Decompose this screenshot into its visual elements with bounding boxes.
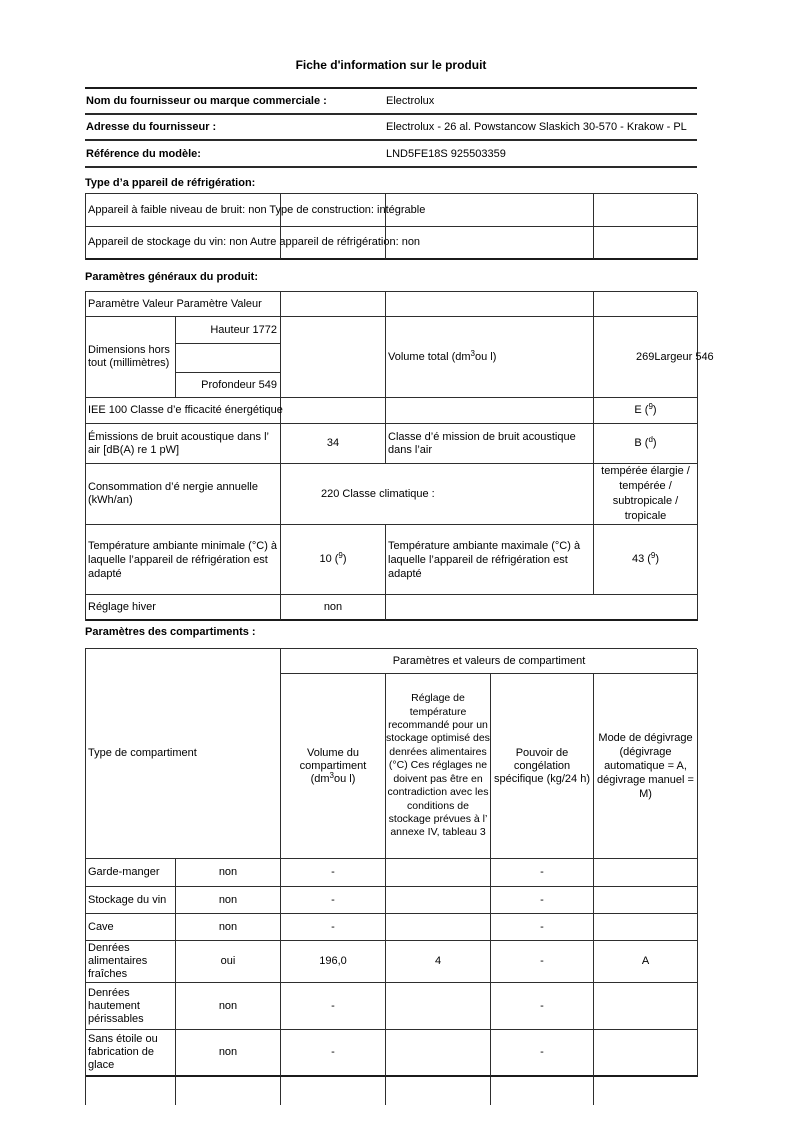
- defrost-mode-column-header-cell: Mode de dégivrage (dégivrage automatique = A, dégivrage manuel = M): [594, 674, 698, 859]
- empty-cell: [594, 194, 698, 227]
- temp-max-label-cell: Température ambiante maximale (°C) à laquelle l’appareil de réfrigération est adapté: [386, 525, 594, 595]
- noise-class-label-cell: Classe d’é mission de bruit acoustique dans l’air: [386, 424, 594, 464]
- compartment-name-cell: Cave: [86, 914, 176, 941]
- compartment-capacity-cell: -: [491, 914, 594, 941]
- empty-cell: [281, 194, 386, 227]
- empty-cell: [386, 398, 594, 424]
- compartment-present-cell: oui: [176, 941, 281, 983]
- freezing-capacity-column-header-cell: Pouvoir de congélation spécifique (kg/24 h): [491, 674, 594, 859]
- section-heading-type: Type d’a ppareil de réfrigération:: [85, 177, 256, 189]
- profondeur-cell: Profondeur 549: [176, 373, 281, 398]
- volume-total-cell: [386, 317, 594, 398]
- supplier-name-label: Nom du fournisseur ou marque commerciale :: [86, 95, 327, 107]
- climate-class-cell: [281, 464, 594, 525]
- general-header-text: Paramètre Valeur Paramètre Valeur: [88, 297, 262, 310]
- compartment-present-cell: non: [176, 859, 281, 887]
- compartment-name-cell: Denrées alimentaires fraîches: [86, 941, 176, 983]
- model-reference-label: Référence du modèle:: [86, 147, 201, 160]
- superscript-3: 3: [329, 770, 334, 780]
- noise-label-cell: Émissions de bruit acoustique dans l’ air [dB(A) re 1 pW]: [86, 424, 281, 464]
- noise-class-value-cell: [594, 424, 698, 464]
- empty-cell: [594, 227, 698, 260]
- type-table: [85, 193, 697, 260]
- largeur-value-text: 269Largeur 546: [636, 350, 714, 363]
- footnote-mark: 9: [338, 551, 343, 560]
- empty-cell: [594, 292, 698, 317]
- compartment-params-header-cell: Paramètres et valeurs de compartiment: [281, 649, 698, 674]
- compartment-present-cell: non: [176, 1030, 281, 1077]
- empty-cell: [176, 1077, 281, 1105]
- compartment-setting-cell: [386, 887, 491, 914]
- empty-cell: [281, 317, 386, 398]
- empty-cell: [386, 1077, 491, 1105]
- empty-cell: [594, 1077, 698, 1105]
- compartment-present-cell: non: [176, 887, 281, 914]
- compartment-volume-cell: 196,0: [281, 941, 386, 983]
- type-row2-text: Appareil de stockage du vin: non Autre appareil de réfrigération: non: [88, 236, 421, 248]
- section-heading-compartments: Paramètres des compartiments :: [85, 626, 256, 638]
- compartment-capacity-cell: -: [491, 983, 594, 1030]
- table-row: [85, 141, 697, 168]
- footnote-mark: 9: [650, 551, 656, 560]
- compartment-setting-cell: [386, 1030, 491, 1077]
- empty-cell: [281, 398, 386, 424]
- largeur-value-cell: [594, 317, 714, 398]
- type-row2-text-cell: [86, 227, 421, 260]
- winter-setting-value-cell: non: [281, 595, 386, 621]
- supplier-address-value: Electrolux - 26 al. Powstancow Slaskich 30-570 - Krakow - PL: [386, 121, 687, 133]
- temp-max-value: 43 ($^9$): [631, 551, 660, 565]
- empty-cell: [281, 1077, 386, 1105]
- footnote-mark: 9: [648, 402, 653, 411]
- empty-cell: [281, 292, 386, 317]
- general-parameters-table: [85, 291, 714, 621]
- compartment-volume-cell: -: [281, 887, 386, 914]
- empty-cell: [386, 292, 594, 317]
- temp-min-value: 10 ($^9$): [319, 551, 347, 565]
- compartments-table: [85, 648, 697, 1105]
- temp-min-value-cell: [281, 525, 386, 595]
- compartment-capacity-cell: -: [491, 887, 594, 914]
- compartment-volume-cell: -: [281, 914, 386, 941]
- temp-max-value-cell: [594, 525, 698, 595]
- compartment-capacity-cell: -: [491, 1030, 594, 1077]
- superscript-3: 3: [470, 348, 475, 358]
- compartment-name-cell: Stockage du vin: [86, 887, 176, 914]
- energy-class-value-cell: [594, 398, 698, 424]
- iee-label-cell: [86, 398, 281, 424]
- dimensions-label-cell: Dimensions hors tout (millimètres): [86, 317, 176, 398]
- compartment-defrost-cell: [594, 1030, 698, 1077]
- table-row: [85, 115, 697, 141]
- compartment-present-cell: non: [176, 914, 281, 941]
- empty-cell: [491, 1077, 594, 1105]
- supplier-name-value: Electrolux: [386, 95, 435, 107]
- volume-total-text: Volume total ($dm^3ou$ l): [388, 348, 497, 363]
- winter-setting-label-cell: Réglage hiver: [86, 595, 281, 621]
- compartment-setting-cell: [386, 914, 491, 941]
- temperature-setting-column-header-cell: Réglage de température recommandé pour un stockage optimisé des denrées alimentaires (°C) Ces réglages ne doivent pas être en contradiction avec les conditions de stockage prévues à l’ annexe IV, tableau 3: [386, 674, 491, 859]
- empty-cell: [281, 227, 386, 260]
- temp-min-label-cell: Température ambiante minimale (°C) à laquelle l’appareil de réfrigération est adapté: [86, 525, 281, 595]
- energy-class-value: E ($^9$): [634, 402, 657, 416]
- compartment-setting-cell: [386, 859, 491, 887]
- supplier-address-label: Adresse du fournisseur :: [86, 121, 217, 133]
- noise-class-value: B ($^d$): [634, 435, 657, 449]
- compartment-name-cell: Sans étoile ou fabrication de glace: [86, 1030, 176, 1077]
- compartment-name-cell: Denrées hautement périssables: [86, 983, 176, 1030]
- compartment-volume-cell: -: [281, 1030, 386, 1077]
- compartment-defrost-cell: [594, 983, 698, 1030]
- compartment-type-header-cell: Type de compartiment: [86, 649, 281, 859]
- compartment-volume-cell: -: [281, 859, 386, 887]
- climate-class-value-cell: tempérée élargie / tempérée / subtropicale / tropicale: [594, 464, 698, 525]
- climate-class-text: 220 Classe climatique :: [321, 487, 435, 500]
- empty-cell: [176, 344, 281, 373]
- model-reference-value: LND5FE18S 925503359: [386, 147, 506, 160]
- empty-cell: [386, 194, 594, 227]
- section-heading-general: Paramètres généraux du produit:: [85, 271, 258, 283]
- volume-column-header-cell: [281, 674, 386, 859]
- compartment-setting-cell: [386, 983, 491, 1030]
- consumption-label-cell: Consommation d’é nergie annuelle (kWh/an): [86, 464, 281, 525]
- volume-column-header-text: Volume du compartiment ($dm^3ou$ l): [299, 746, 367, 785]
- compartment-defrost-cell: A: [594, 941, 698, 983]
- table-row: [85, 89, 697, 115]
- iee-label-text: IEE 100 Classe d’e fficacité énergétique: [88, 404, 283, 416]
- type-row1-text: Appareil à faible niveau de bruit: non Type de construction: intégrable: [88, 203, 426, 216]
- compartment-defrost-cell: [594, 914, 698, 941]
- noise-value-cell: 34: [281, 424, 386, 464]
- compartment-defrost-cell: [594, 887, 698, 914]
- type-row1-text-cell: [86, 194, 426, 227]
- supplier-table: [85, 87, 697, 168]
- compartment-capacity-cell: -: [491, 859, 594, 887]
- compartment-defrost-cell: [594, 859, 698, 887]
- compartment-name-cell: Garde-manger: [86, 859, 176, 887]
- general-header-cell: [86, 292, 281, 317]
- compartment-capacity-cell: -: [491, 941, 594, 983]
- footnote-mark: d: [648, 435, 653, 444]
- compartment-setting-cell: 4: [386, 941, 491, 983]
- empty-cell: [386, 227, 594, 260]
- hauteur-cell: Hauteur 1772: [176, 317, 281, 344]
- compartment-volume-cell: -: [281, 983, 386, 1030]
- empty-cell: [86, 1077, 176, 1105]
- compartment-present-cell: non: [176, 983, 281, 1030]
- page-title: Fiche d'information sur le produit: [295, 58, 487, 72]
- empty-cell: [386, 595, 698, 621]
